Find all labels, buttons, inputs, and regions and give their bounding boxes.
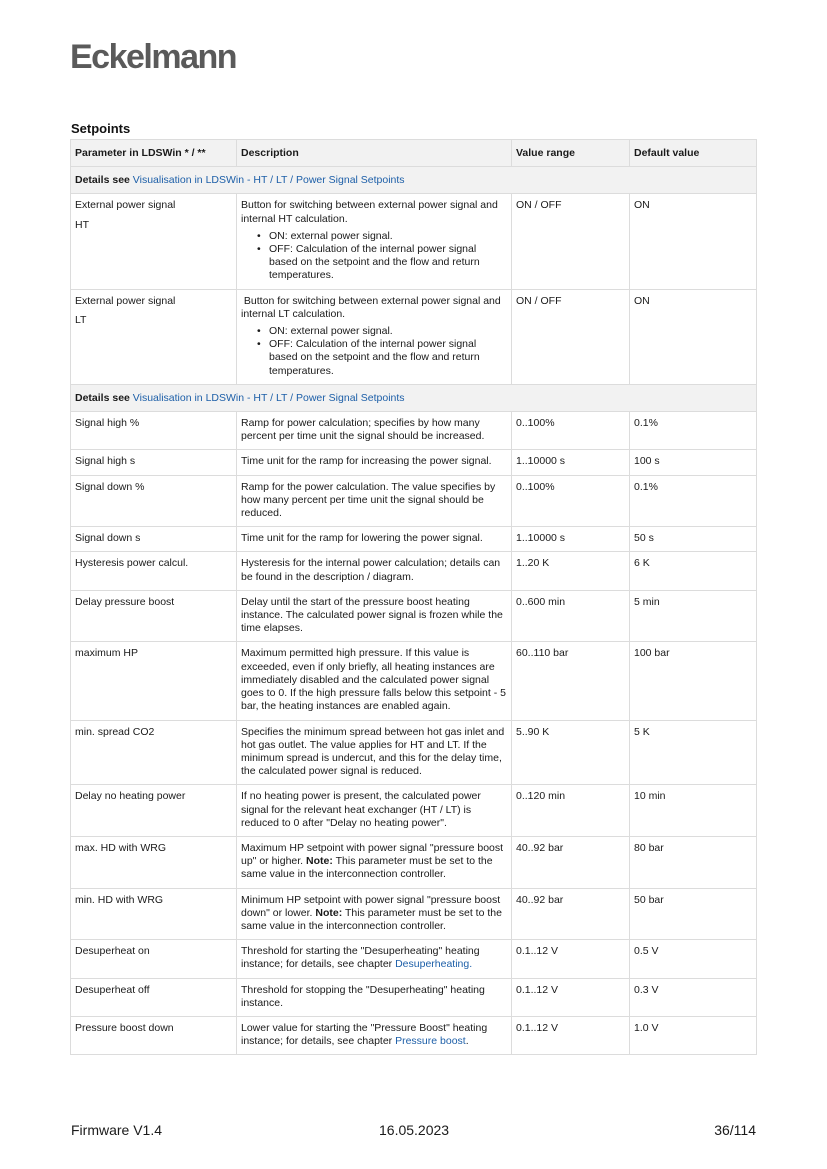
details-prefix: Details see: [75, 391, 130, 404]
list-item: • OFF: Calculation of the internal power signal based on the setpoint and the flow and return temperatures.: [269, 243, 507, 283]
param-name: External power signal: [75, 199, 176, 212]
value-range-cell: 0.1..12 V: [512, 978, 630, 1016]
company-logo: Eckelmann: [70, 38, 237, 76]
details-prefix: Details see: [75, 174, 130, 187]
value-range-cell: 0.1..12 V: [512, 1016, 630, 1054]
param-cell: Delay pressure boost: [71, 590, 237, 642]
description-cell: Time unit for the ramp for increasing the power signal.: [237, 450, 512, 475]
param-cell: Pressure boost down: [71, 1016, 237, 1054]
value-range-cell: 0..100%: [512, 475, 630, 527]
description-text: Button for switching between external power signal and internal LT calculation.: [241, 294, 504, 320]
description-cell: Threshold for stopping the "Desuperheating" heating instance.: [237, 978, 512, 1016]
details-row: [71, 167, 757, 194]
table-header-row: [71, 140, 757, 167]
link-suffix: .: [465, 1035, 469, 1048]
description-cell: Ramp for the power calculation. The value specifies by how many percent per time unit the signal should be reduced.: [237, 475, 512, 527]
description-cell: If no heating power is present, the calculated power signal for the relevant heat exchanger (HT / LT) is reduced to 0 after "Delay no heating power".: [237, 785, 512, 837]
default-value-cell: 0.1%: [630, 475, 757, 527]
default-value-cell: 100 s: [630, 450, 757, 475]
description-cell: Specifies the minimum spread between hot gas inlet and hot gas outlet. The value applies for HT and LT. If the minimum spread is undercut, and this for the delay time, the calculated power signal is reduced.: [237, 720, 512, 785]
default-value-cell: 6 K: [630, 552, 757, 590]
param-cell: Signal high s: [71, 450, 237, 475]
option-list: [241, 325, 507, 378]
table-row: [71, 194, 757, 289]
table-row: [71, 888, 757, 940]
default-value-cell: ON: [630, 289, 757, 384]
param-cell: maximum HP: [71, 642, 237, 720]
description-cell: Ramp for power calculation; specifies by how many percent per time unit the signal should be increased.: [237, 412, 512, 450]
description-text: Threshold for starting the "Desuperheating" heating instance; for details, see chapter: [241, 945, 480, 971]
param-cell: Desuperheat off: [71, 978, 237, 1016]
default-value-cell: 50 bar: [630, 888, 757, 940]
description-cell: Time unit for the ramp for lowering the power signal.: [237, 527, 512, 552]
details-link[interactable]: Visualisation in LDSWin - HT / LT / Power Signal Setpoints: [132, 174, 405, 187]
default-value-cell: 80 bar: [630, 836, 757, 888]
list-item: • OFF: Calculation of the internal power signal based on the setpoint and the flow and return temperatures.: [269, 338, 507, 378]
description-text: Minimum HP setpoint with power signal "pressure boost down" or lower.: [241, 893, 501, 919]
value-range-cell: 60..110 bar: [512, 642, 630, 720]
param-cell: Signal down %: [71, 475, 237, 527]
param-cell: min. HD with WRG: [71, 888, 237, 940]
description-cell: [237, 940, 512, 978]
default-value-cell: 0.3 V: [630, 978, 757, 1016]
param-cell: [71, 194, 237, 289]
param-cell: Hysteresis power calcul.: [71, 552, 237, 590]
description-cell: Maximum permitted high pressure. If this value is exceeded, even if only briefly, all heating instances are immediately disabled and the calculated power signal goes to 0. If the high pressure falls below this setpoint - 5 bar, the heating instances are enabled again.: [237, 642, 512, 720]
note-text: This parameter must be set to the same value in the interconnection controller.: [241, 855, 493, 881]
chapter-link[interactable]: Desuperheating.: [395, 958, 473, 971]
description-cell: Delay until the start of the pressure boost heating instance. The calculated power signal is frozen while the time elapses.: [237, 590, 512, 642]
table-row: [71, 978, 757, 1016]
value-range-cell: ON / OFF: [512, 289, 630, 384]
details-cell: [71, 384, 757, 411]
value-range-cell: 40..92 bar: [512, 836, 630, 888]
description-cell: [237, 194, 512, 289]
param-name: External power signal: [75, 294, 176, 307]
table-row: [71, 289, 757, 384]
note-label: Note:: [315, 906, 343, 919]
value-range-cell: 1..20 K: [512, 552, 630, 590]
param-sub: HT: [75, 218, 89, 231]
param-cell: Signal high %: [71, 412, 237, 450]
note-label: Note:: [306, 855, 333, 868]
default-value-cell: 0.5 V: [630, 940, 757, 978]
chapter-link[interactable]: Pressure boost: [395, 1035, 466, 1048]
table-row: [71, 475, 757, 527]
description-cell: [237, 836, 512, 888]
description-text: Button for switching between external power signal and internal HT calculation.: [241, 199, 498, 225]
description-cell: Hysteresis for the internal power calculation; details can be found in the description / diagram.: [237, 552, 512, 590]
note-text: This parameter must be set to the same value in the interconnection controller.: [241, 906, 502, 932]
table-row: [71, 1016, 757, 1054]
description-text: Maximum HP setpoint with power signal "pressure boost up" or higher.: [241, 841, 504, 868]
param-cell: Delay no heating power: [71, 785, 237, 837]
default-value-cell: 5 K: [630, 720, 757, 785]
default-value-cell: 5 min: [630, 590, 757, 642]
list-item: • ON: external power signal.: [269, 325, 507, 338]
option-list: [241, 230, 507, 283]
table-row: [71, 527, 757, 552]
default-value-cell: 0.1%: [630, 412, 757, 450]
value-range-cell: ON / OFF: [512, 194, 630, 289]
description-text: Lower value for starting the "Pressure Boost" heating instance; for details, see chapter: [241, 1021, 488, 1048]
value-range-cell: 0..100%: [512, 412, 630, 450]
col-header-description: Description: [237, 140, 512, 167]
description-cell: [237, 888, 512, 940]
value-range-cell: 5..90 K: [512, 720, 630, 785]
table-row: [71, 836, 757, 888]
table-row: [71, 552, 757, 590]
param-sub: LT: [75, 313, 87, 326]
param-cell: [71, 289, 237, 384]
col-header-parameter: Parameter in LDSWin * / **: [71, 140, 237, 167]
value-range-cell: 1..10000 s: [512, 527, 630, 552]
col-header-default-value: Default value: [630, 140, 757, 167]
details-cell: [71, 167, 757, 194]
param-cell: Signal down s: [71, 527, 237, 552]
section-title: Setpoints: [71, 121, 131, 136]
footer-firmware: Firmware V1.4: [71, 1122, 163, 1138]
value-range-cell: 0..120 min: [512, 785, 630, 837]
description-cell: [237, 289, 512, 384]
param-cell: Desuperheat on: [71, 940, 237, 978]
default-value-cell: 1.0 V: [630, 1016, 757, 1054]
default-value-cell: 10 min: [630, 785, 757, 837]
details-link[interactable]: Visualisation in LDSWin - HT / LT / Power Signal Setpoints: [132, 391, 405, 404]
value-range-cell: 1..10000 s: [512, 450, 630, 475]
footer-date: 16.05.2023: [379, 1122, 450, 1138]
param-cell: min. spread CO2: [71, 720, 237, 785]
description-cell: [237, 1016, 512, 1054]
col-header-value-range: Value range: [512, 140, 630, 167]
table-row: [71, 412, 757, 450]
table-row: [71, 785, 757, 837]
value-range-cell: 40..92 bar: [512, 888, 630, 940]
default-value-cell: 50 s: [630, 527, 757, 552]
table-row: [71, 590, 757, 642]
value-range-cell: 0.1..12 V: [512, 940, 630, 978]
table-row: [71, 940, 757, 978]
list-item: • ON: external power signal.: [269, 230, 507, 243]
param-cell: max. HD with WRG: [71, 836, 237, 888]
table-row: [71, 450, 757, 475]
default-value-cell: 100 bar: [630, 642, 757, 720]
table-row: [71, 720, 757, 785]
details-row: [71, 384, 757, 411]
footer-page-number: 36/114: [714, 1122, 756, 1138]
default-value-cell: ON: [630, 194, 757, 289]
table-row: [71, 642, 757, 720]
value-range-cell: 0..600 min: [512, 590, 630, 642]
setpoints-table: [70, 139, 757, 1055]
